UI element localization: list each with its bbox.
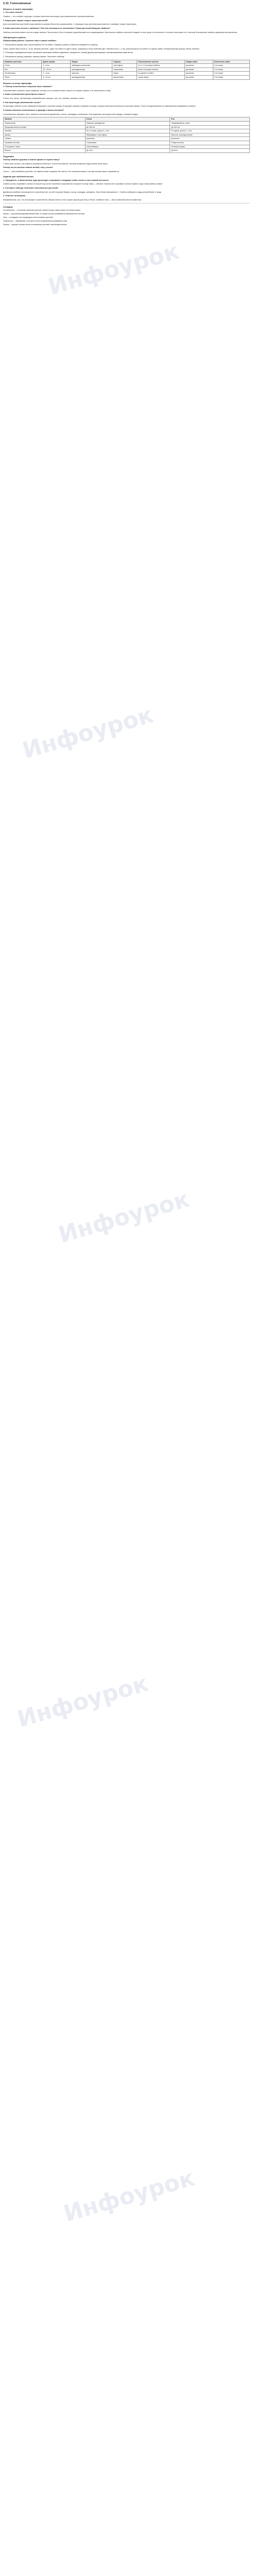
table-cell: Теневыносливая xyxy=(170,145,250,149)
question: Лабораторная работа: Строение хвои и шишек хвойных xyxy=(3,40,57,42)
question: 2. Составьте таблицу «Значение голосеменных растений». xyxy=(3,187,59,189)
answer: Для голосеменных растений спора является органом бесполого размножения. С помощью спор растения расселяются и занимают новые территории. xyxy=(3,23,137,26)
table-cell: цилиндрическая xyxy=(71,76,112,80)
table-cell: по 2—3 на концах побегов xyxy=(137,64,185,68)
table-cell: Яйцевидные, серо-бурые xyxy=(85,133,170,137)
table-row xyxy=(4,141,250,145)
table-cell: серо-бурая xyxy=(112,64,137,68)
table-row xyxy=(4,72,250,76)
table-cell: Светолюбивая xyxy=(85,145,170,149)
watermark: Инфоурок xyxy=(61,2164,198,2228)
answer: 3. Рассмотрите форму, размеры, окраску шишек. Заполните таблицу. xyxy=(3,55,65,58)
compare-table xyxy=(3,117,250,152)
table-cell: Продолжительность жизни xyxy=(4,125,86,129)
table-cell: 4—6 см xyxy=(42,64,71,68)
table-cell: по одной на побеге xyxy=(137,72,185,76)
table-cell: 2 на чешуе xyxy=(213,64,250,68)
table-header-cell: Ель xyxy=(170,117,250,122)
table-cell: До 350 лет xyxy=(85,125,170,129)
table-cell: коричневая xyxy=(112,67,137,72)
table-header-cell: Форма семян xyxy=(184,60,213,64)
question: 2. Какие голосеменные растения вы знаете? xyxy=(3,93,45,96)
glossary-entry: Хвоя — игловидные или чешуевидные листья хвойных растений. xyxy=(3,216,54,218)
section-heading: Словарик xyxy=(3,205,13,208)
content xyxy=(3,8,250,226)
table-cell: Шишки xyxy=(4,133,86,137)
question: 1. Почему голосеменные получили такое название? xyxy=(3,85,53,88)
table-cell: По одной, длина 2—3 см xyxy=(170,129,250,133)
question: 4. Каково значение голосеменных в природе и жизни человека? xyxy=(3,109,64,112)
table-cell: Пихта xyxy=(4,76,42,80)
table-cell: Крылатые xyxy=(170,137,250,141)
question: Почему хвойные деревья в зимнее время не теряют влагу? xyxy=(3,158,60,161)
table-cell: 2 на чешуе xyxy=(213,72,250,76)
table-cell: По 2 в пучке, длина 4—6 см xyxy=(85,129,170,133)
table-cell: Крылатые xyxy=(85,137,170,141)
table-row xyxy=(4,145,250,149)
answer: Голосеменные получили такое название, потому что их семена лежат открыто на чешуях шишек, а не заключены в плод. xyxy=(3,89,111,92)
table-row xyxy=(4,129,250,133)
answer: На молодых побегах сосны образуются мужские и женские шишки. В мужских шишках созревает пыльца, которая переносится ветром на женские шишки. После оплодотворения из семязачатков развиваются семена. xyxy=(3,105,196,108)
table-cell: 2 на чешуе xyxy=(213,76,250,80)
table-cell: Поверхностная xyxy=(170,141,250,145)
table-header-row xyxy=(4,117,250,122)
table-cell: Хвоинки xyxy=(4,129,86,133)
table-row xyxy=(4,64,250,68)
divider xyxy=(3,203,250,204)
table-cell: крылатые xyxy=(184,76,213,80)
table-cell: бурая xyxy=(112,72,137,76)
question: 2. Какую роль играют спора в жизни растений? xyxy=(3,19,48,22)
table-cell: До 300 лет xyxy=(170,125,250,129)
watermark: Инфоурок xyxy=(45,238,182,301)
table-row xyxy=(4,137,250,141)
answer: Сосна — светолюбивое растение, её нижние ветви отмирают без света. Ель теневыносливая, поэтому нижние ветви сохраняются. xyxy=(3,171,120,173)
answer: Семена — это особые структуры, которые растения используют для размножения и распространения. xyxy=(3,15,94,18)
answer: Ответ: Длина хвои сосны 4—6 см, хвоинки жёсткие, сидят на побеге по две в пучке, окрашены в сине-зелёный цвет. Хвоинки ели 2—3 см, располагаются на побеге по одной, имеют четырёхгранную форму, тёмно-зелёные. xyxy=(3,47,200,50)
table-header-cell: Форма xyxy=(71,60,112,64)
answer: 1. Рассмотрите форму хвои, расположение её на побеге. Измерьте длину и обратите внимание на окраску. xyxy=(3,43,98,46)
table-row xyxy=(4,67,250,72)
table-cell: Ель xyxy=(4,67,42,72)
question: Почему на ели меньше нижних ветвей, чем у сосны? xyxy=(3,166,54,169)
table-cell: До 40 м xyxy=(85,149,170,153)
table-header-cell: Название растения xyxy=(4,60,42,64)
table-cell: торчат вверх xyxy=(137,76,185,80)
question: 3. Какие растения относят к хвойным? Чем они отличаются от лиственных? Какие растений образуют хвойные? xyxy=(3,27,111,30)
table-row xyxy=(4,149,250,153)
watermark: Инфоурок xyxy=(14,1670,151,1733)
answer: Хвойные растения имеют листья в виде хвоинок. Листья могут быть плоскими, удлинёнными или чешуевидными. Хвоя многих хвойных растений опадает не вся сразу, а постепенно в течение нескольких лет, поэтому большинство хвойных деревьев вечнозеленые. xyxy=(3,31,238,33)
answer: Древесина хвойных используется в строительстве, из неё получают бумагу, смолу, скипидар, канифоль. Хвоя богата витамином C. Семена сибирского кедра употребляют в пищу. xyxy=(3,191,162,193)
cones-table xyxy=(3,60,250,80)
watermark: Инфоурок xyxy=(20,701,157,765)
question: 3. Как происходит размножение сосны? xyxy=(3,101,41,104)
table-cell: яйцевидно-коническая xyxy=(71,64,112,68)
section-heading: Подумайте xyxy=(3,155,14,158)
page-title: § 22. Голосеменные xyxy=(3,2,31,5)
answer: Можжевельник, туя, тис используют в озеленении. Шишки пихты и ели служат кормом для птиц и белок. Хвойные леса — места обитания многих животных. xyxy=(3,199,142,201)
question: 1. Что такое семена? xyxy=(3,11,23,14)
table-header-cell: Количество семян xyxy=(213,60,250,64)
answer: Сосна, ель, пихта, лиственница, можжевельник, кипарис, туя, тис, секвойя, саговник, гинкго. xyxy=(3,97,85,99)
table-cell: Стержневая xyxy=(85,141,170,145)
table-row xyxy=(4,133,250,137)
table-cell: Отношение к свету xyxy=(4,145,86,149)
section-heading: Задания для любознательных xyxy=(3,175,34,178)
table-cell: 2—3 см xyxy=(42,72,71,76)
answer: У хвои мало устьиц, она покрыта восковым налётом и толстой кутикулой, поэтому испарение воды зимой очень мало. xyxy=(3,162,108,165)
table-cell: Высота xyxy=(4,149,86,153)
table-cell: Лиственница xyxy=(4,72,42,76)
watermark: Инфоурок xyxy=(56,1185,193,1249)
table-header-cell: Окраска xyxy=(112,60,137,64)
answer: Голосеменные образуют леса, являются источником древесины, смолы, скипидара, витаминов. Они выделяют кислород и фитонциды, очищают воздух. xyxy=(3,113,139,115)
table-cell: Семена xyxy=(4,137,86,141)
glossary-entry: Шишка — укороченный видоизменённый побег, на чешуях которого развиваются семязачатки или пыльца. xyxy=(3,212,85,215)
table-header-row xyxy=(4,60,250,64)
glossary-entry: Пыльца — мужские половые клетки голосеменных растений, переносимые ветром. xyxy=(3,223,68,226)
glossary-entry: Семязачаток — образование, из которого после оплодотворения развивается семя. xyxy=(3,219,68,222)
table-cell: 10—15 см xyxy=(42,67,71,72)
section-heading: Вопросы в начале параграфа xyxy=(3,8,33,10)
section-heading: Вопросы в конце параграфа xyxy=(3,81,32,84)
answer: 2. Пользуясь приведённым ниже описанием признаков хвойных деревьев, определите, какому дереву принадлежит рассматриваемая вами ветка. xyxy=(3,52,133,54)
table-cell: 2 на чешуе xyxy=(213,67,250,72)
table-cell: округлая xyxy=(71,72,112,76)
section-heading: Лабораторные работы xyxy=(3,36,26,39)
table-row xyxy=(4,125,250,129)
table-header-cell: Расположение на ветке xyxy=(137,60,185,64)
table-header-cell: Сосна xyxy=(85,117,170,122)
table-row xyxy=(4,76,250,80)
table-cell: Широкая, раскидистая xyxy=(85,122,170,126)
question: 3. Ответьте на вопросы. xyxy=(3,195,26,197)
table-cell: Форма кроны xyxy=(4,122,86,126)
table-row xyxy=(4,122,250,126)
answer: Семена сосны созревают осенью на второй год после опыления, высыпаются из шишек в конце зимы — весной. Семена ели созревают осенью первого года и высыпаются зимой. xyxy=(3,183,163,185)
table-cell: Сосна xyxy=(4,64,42,68)
table-cell: До 50 м xyxy=(170,149,250,153)
table-cell: 5—10 см xyxy=(42,76,71,80)
table-cell: Пирамидальная, узкая xyxy=(170,122,250,126)
table-cell: крылатые xyxy=(184,64,213,68)
table-cell: крылатые xyxy=(184,67,213,72)
table-cell: висят на концах побегов xyxy=(137,67,185,72)
table-cell: Корневая система xyxy=(4,141,86,145)
table-header-cell: Признак xyxy=(4,117,86,122)
question: 1. Определите, в каком месяце года происходит созревание и опадание семян сосны и ели в вашей местности. xyxy=(3,179,109,181)
table-cell: Висячие, цилиндрические xyxy=(170,133,250,137)
table-cell: крылатые xyxy=(184,72,213,76)
table-cell: цилиндрическая xyxy=(71,67,112,72)
table-header-cell: Длина шишки xyxy=(42,60,71,64)
table-cell: фиолетовая xyxy=(112,76,137,80)
glossary-entry: Голосеменные — это высшие семенные растения, семена которых лежат открыто на чешуях шишек. xyxy=(3,209,81,212)
